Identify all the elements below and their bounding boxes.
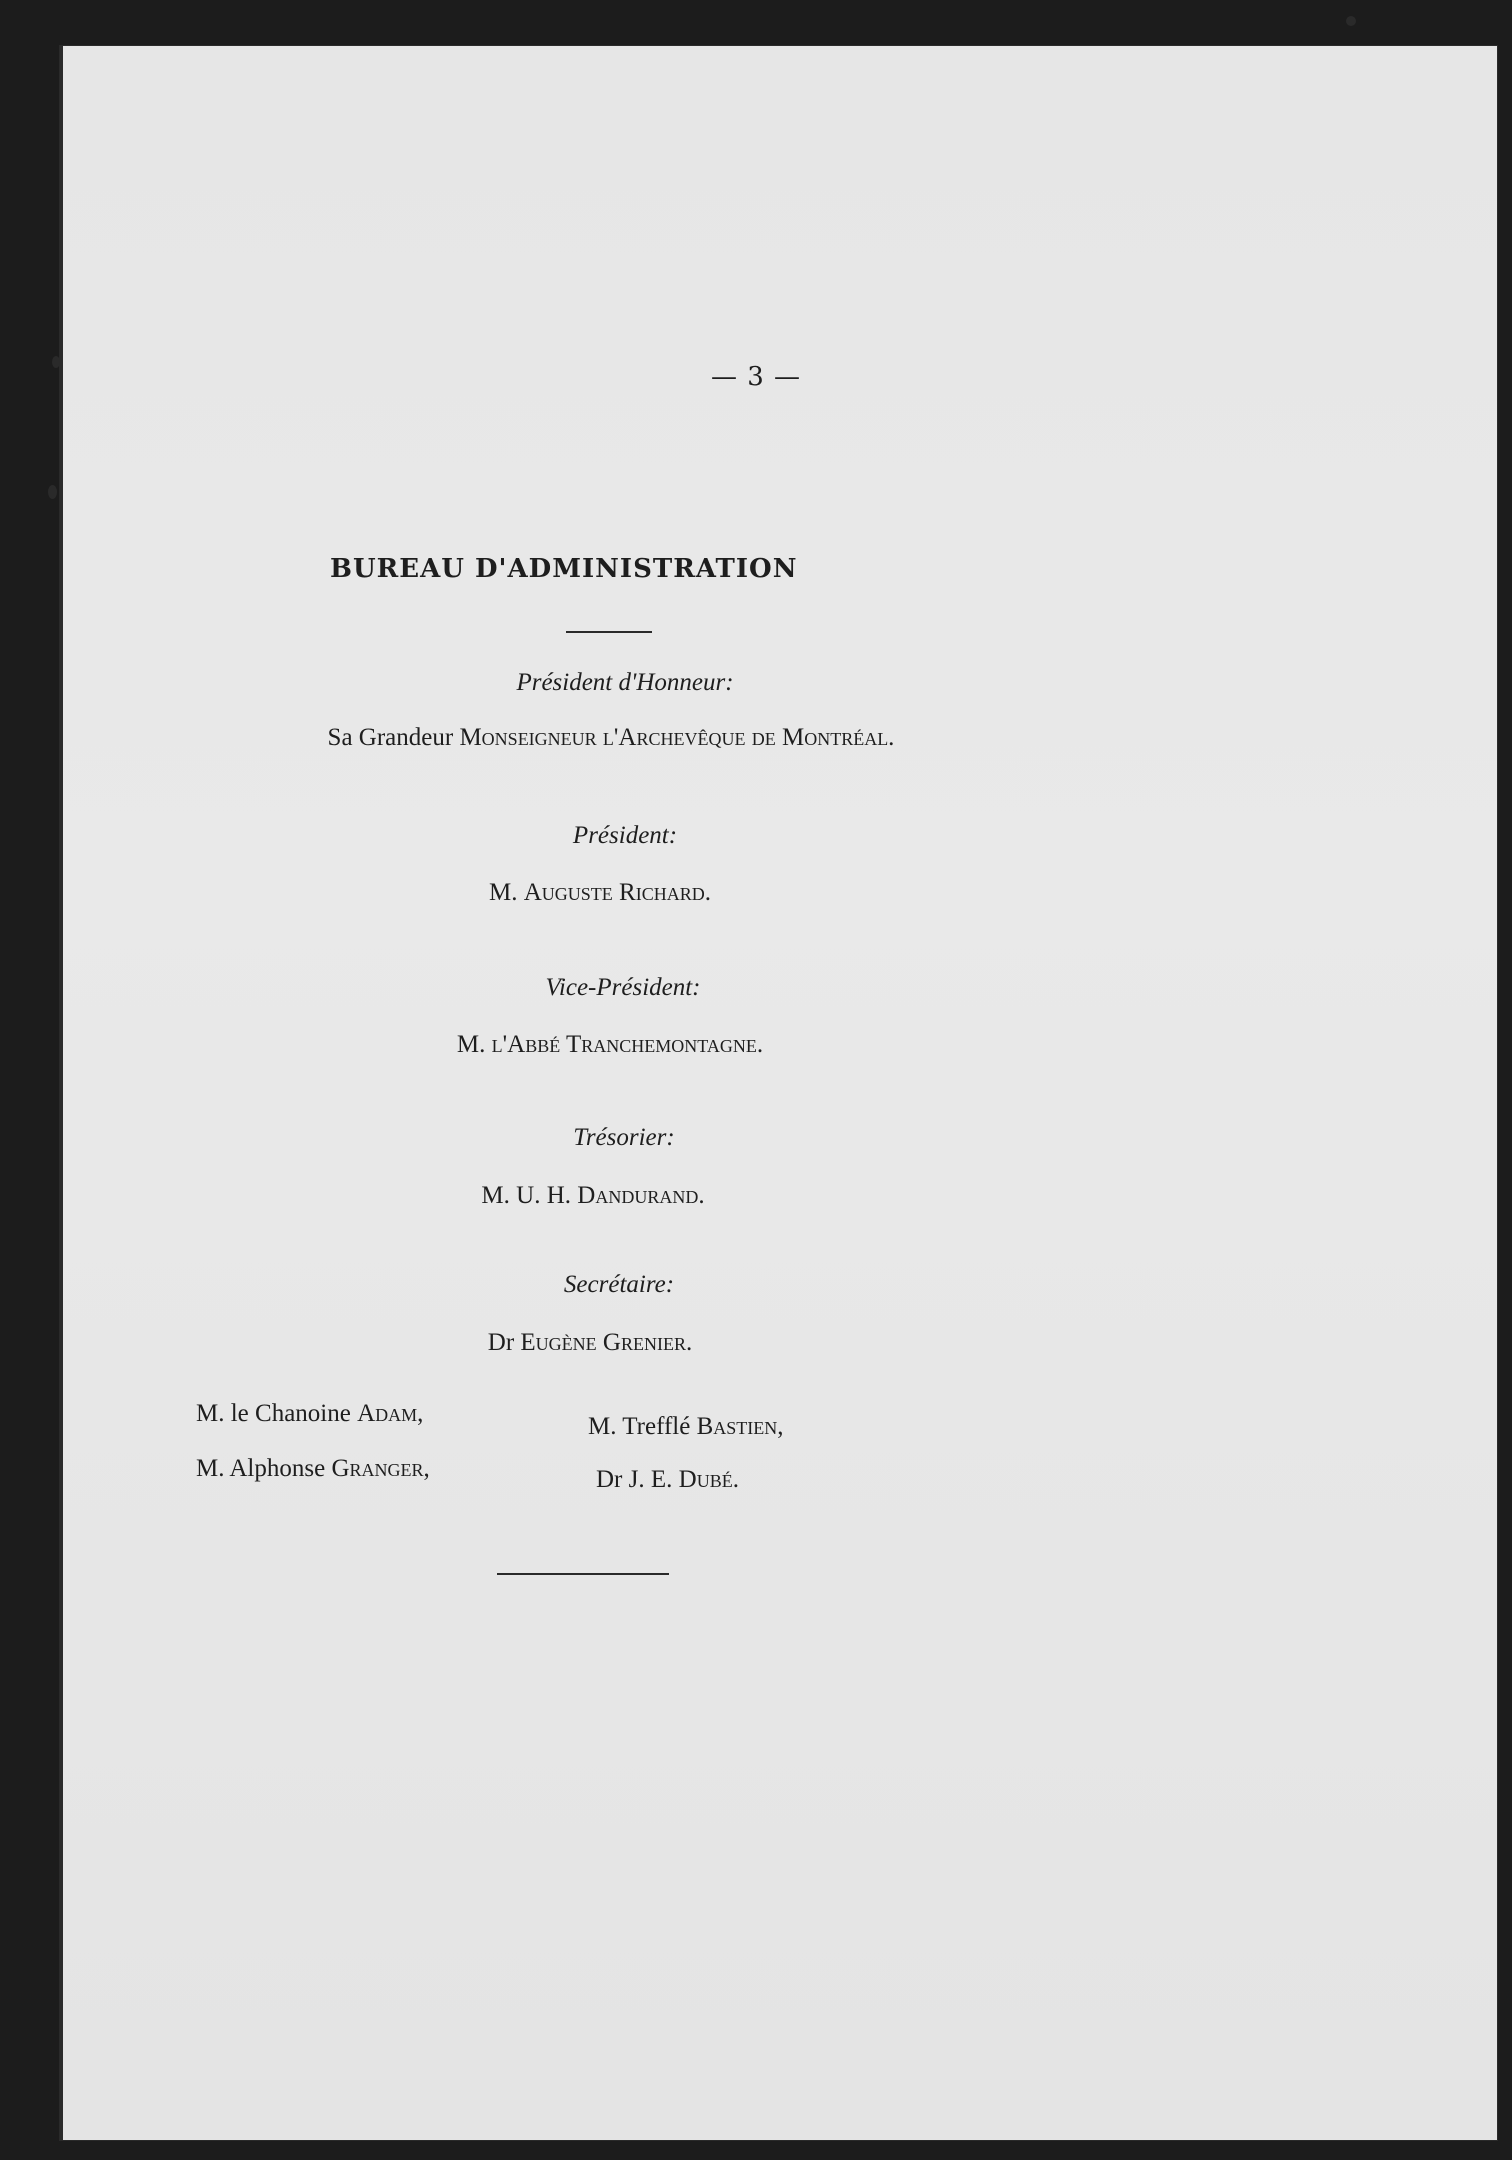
document-page: [60, 46, 1497, 2140]
role-secretary: Secrétaire:: [563, 1271, 675, 1298]
role-treasurer: Trésorier:: [573, 1124, 675, 1151]
name-prefix: Sa Grandeur: [327, 724, 460, 751]
member-entry: [196, 1455, 430, 1483]
name-text: Monseigneur l'Archevêque de Montréal.: [459, 724, 895, 751]
role-vice-president: Vice-Président:: [545, 974, 701, 1001]
member-name: Bastien,: [696, 1413, 784, 1440]
member-entry: [588, 1413, 784, 1441]
name-prefix: M. U. H.: [481, 1182, 578, 1209]
member-prefix: M. Alphonse: [196, 1455, 332, 1482]
name-text: l'Abbé Tranchemontagne.: [491, 1031, 764, 1058]
closing-divider: [497, 1573, 669, 1575]
name-vice-president: [0, 1031, 1220, 1059]
member-name: Adam,: [357, 1400, 424, 1427]
name-prefix: M.: [489, 879, 524, 906]
page-number: — 3 —: [710, 362, 802, 392]
name-text: Eugène Grenier.: [520, 1329, 693, 1356]
ink-speck: [1346, 16, 1356, 26]
member-prefix: M. Trefflé: [588, 1413, 697, 1440]
role-president: Président:: [572, 822, 678, 849]
name-prefix: M.: [456, 1031, 492, 1058]
member-prefix: M. le Chanoine: [196, 1400, 358, 1427]
name-honorary-president: [0, 724, 1222, 752]
name-president: [0, 879, 1200, 907]
name-prefix: Dr: [487, 1329, 521, 1356]
title-divider: [566, 631, 652, 633]
name-text: Auguste Richard.: [523, 879, 711, 906]
member-entry: [196, 1400, 423, 1428]
binding-edge: [60, 46, 63, 2140]
name-secretary: [0, 1329, 1180, 1357]
ink-speck: [48, 485, 57, 499]
role-honorary-president: Président d'Honneur:: [516, 669, 734, 696]
page-title: BUREAU D'ADMINISTRATION: [330, 554, 798, 584]
member-entry: [596, 1466, 739, 1494]
member-name: Granger,: [331, 1455, 430, 1482]
name-treasurer: [0, 1182, 1186, 1210]
member-name: Dubé.: [678, 1466, 739, 1493]
member-prefix: Dr J. E.: [596, 1466, 679, 1493]
name-text: Dandurand.: [577, 1182, 705, 1209]
